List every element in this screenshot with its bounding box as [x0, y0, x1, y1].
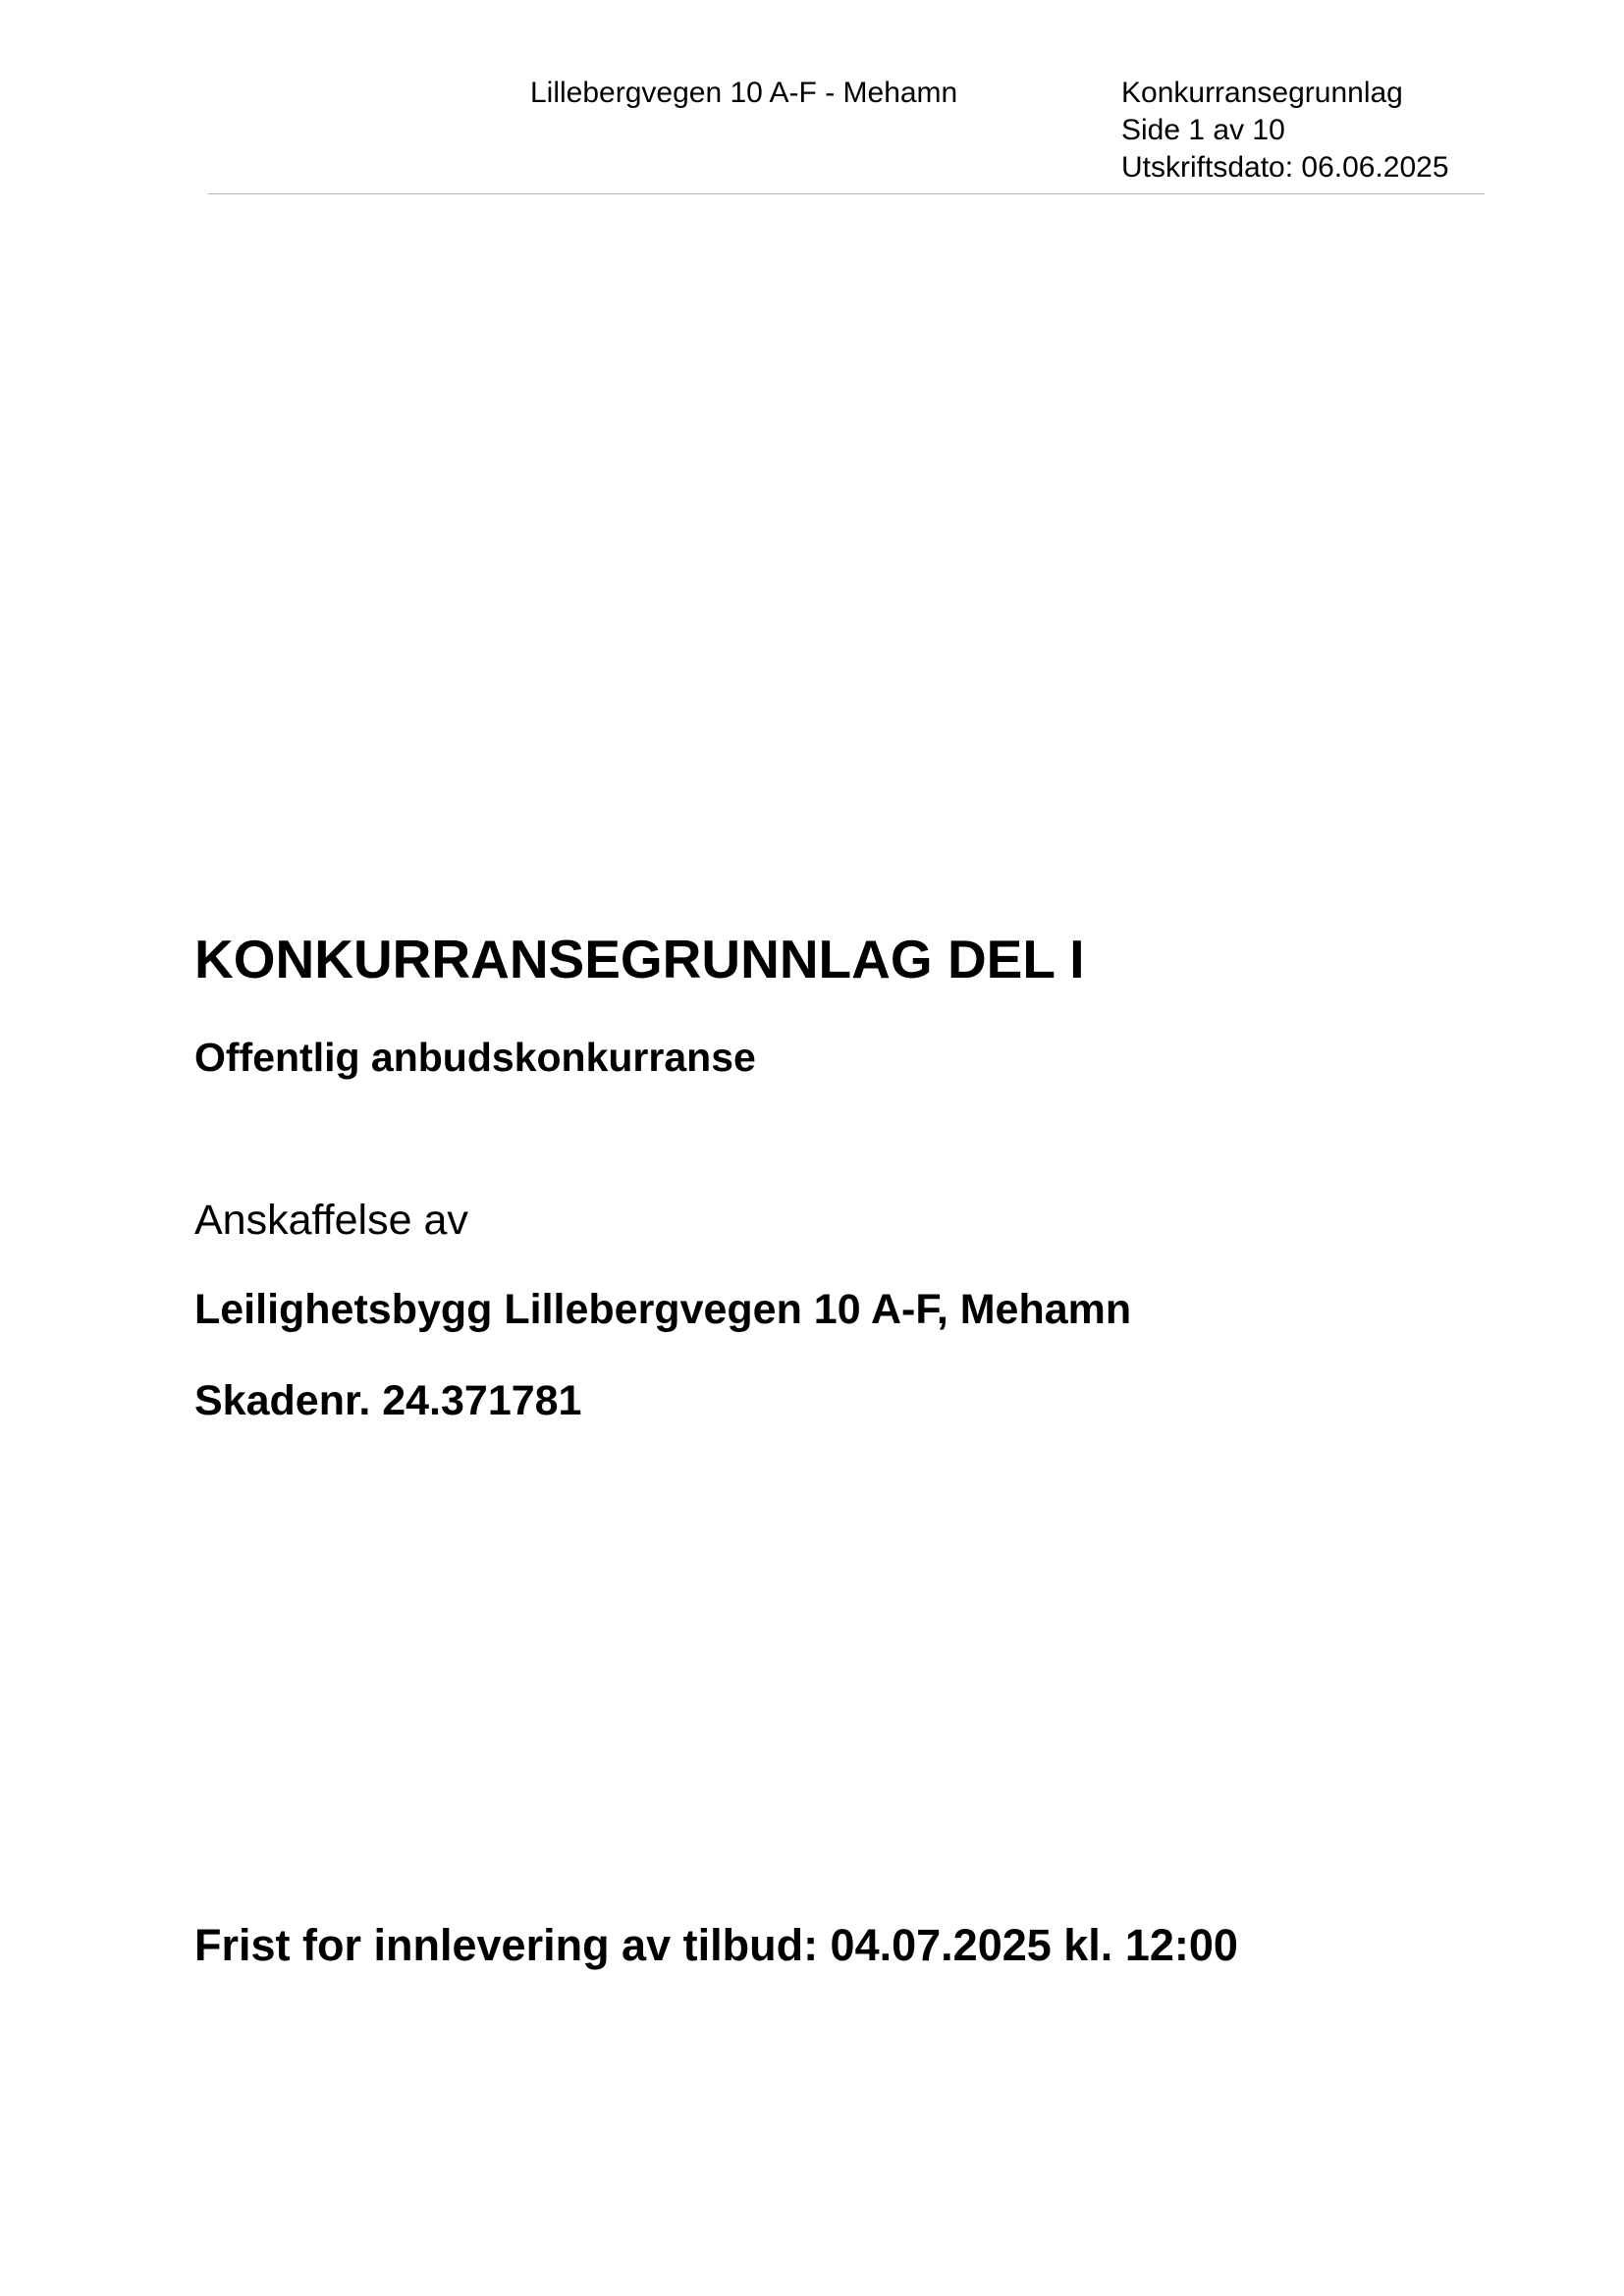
header-divider	[208, 193, 1485, 194]
document-title: KONKURRANSEGRUNNLAG DEL I	[194, 929, 1085, 989]
header-document-type: Konkurransegrunnlag	[1121, 77, 1403, 109]
procurement-intro: Anskaffelse av	[194, 1197, 468, 1244]
claim-number: Skadenr. 24.371781	[194, 1377, 582, 1424]
submission-deadline: Frist for innlevering av tilbud: 04.07.2025 kl. 12:00	[194, 1920, 1238, 1970]
header-print-date: Utskriftsdato: 06.06.2025	[1121, 151, 1449, 184]
header-page-info: Side 1 av 10	[1121, 114, 1285, 146]
header-meta	[1121, 75, 1449, 187]
project-name: Leilighetsbygg Lillebergvegen 10 A-F, Mehamn	[194, 1286, 1132, 1333]
document-subtitle: Offentlig anbudskonkurranse	[194, 1035, 756, 1080]
header-project-name: Lillebergvegen 10 A-F - Mehamn	[530, 77, 958, 109]
